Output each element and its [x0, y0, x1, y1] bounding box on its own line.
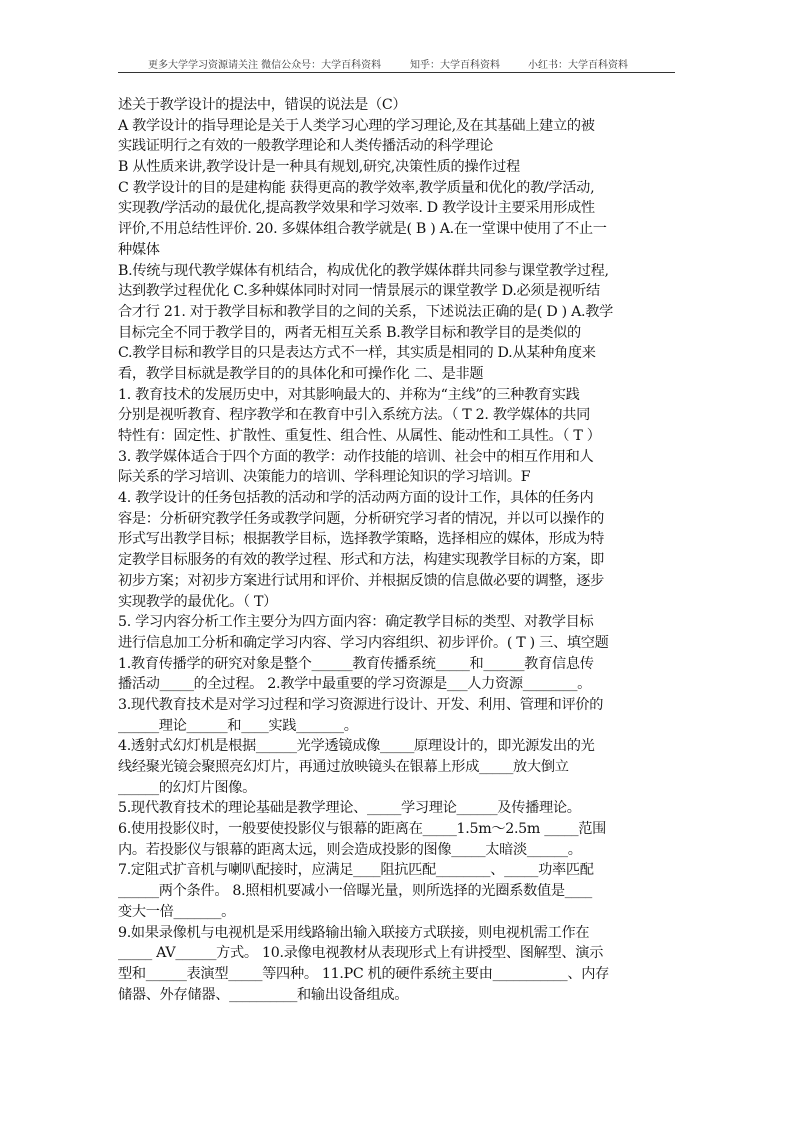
text-line: 合才行 21. 对于教学目标和教学目的之间的关系，下述说法正确的是( D ) A.教学 [118, 303, 614, 320]
text-line: 3. 教学媒体适合于四个方面的教学：动作技能的培训、社会中的相互作用和人 [118, 448, 594, 465]
text-line: 5. 学习内容分析工作主要分为四方面内容：确定教学目标的类型、对教学目标 [118, 614, 594, 631]
text-line: 实现教/学活动的最优化,提高教学效果和学习效率. D 教学设计主要采用形成性 [118, 200, 595, 217]
text-line: 变大一倍_______。 [118, 903, 235, 920]
text-line: C.教学目标和教学目的只是表达方式不一样，其实质是相同的 D.从某种角度来 [118, 345, 596, 362]
text-line: 9.如果录像机与电视机是采用线路输出输入联接方式联接，则电视机需工作在 [118, 924, 590, 941]
text-line: A 教学设计的指导理论是关于人类学习心理的学习理论,及在其基础上建立的被 [118, 117, 595, 134]
text-line: 目标完全不同于教学目的，两者无相互关系 B.教学目标和教学目的是类似的 [118, 324, 581, 341]
text-line: 4.透射式幻灯机是根据______光学透镜成像_____原理设计的，即光源发出的光 [118, 738, 595, 755]
text-line: 定教学目标服务的有效的教学过程、形式和方法，构建实现教学目标的方案，即 [118, 552, 605, 569]
text-line: 播活动_____的全过程。 2.教学中最重要的学习资源是___人力资源________。 [118, 676, 592, 693]
text-line: ______理论______和____实践_______。 [118, 717, 358, 734]
text-line: 达到教学过程优化 C.多种媒体同时对同一情景展示的课堂教学 D.必须是视听结 [118, 283, 600, 300]
text-line: 分别是视听教育、程序教学和在教育中引入系统方法。（ T 2. 教学媒体的共同 [118, 407, 591, 424]
text-line: 内。若投影仪与银幕的距离太远，则会造成投影的图像_____太暗淡______。 [118, 841, 582, 858]
text-line: 7.定阻式扩音机与喇叭配接时，应满足____阻抗匹配________、_____功率匹配 [118, 862, 594, 879]
text-line: 5.现代教育技术的理论基础是教学理论、_____学习理论______及传播理论。 [118, 800, 581, 817]
text-line: ______的幻灯片图像。 [118, 779, 256, 796]
text-line: B 从性质来讲,教学设计是一种具有规划,研究,决策性质的操作过程 [118, 159, 520, 176]
document-body [118, 95, 675, 1005]
text-line: 形式写出教学目标；根据教学目标，选择教学策略，选择相应的媒体，形成为特 [118, 531, 605, 548]
text-line: 评价,不用总结性评价. 20. 多媒体组合教学就是( B ) A.在一堂课中使用了不止一 [118, 221, 607, 238]
text-line: 际关系的学习培训、决策能力的培训、学科理论知识的学习培训。F [118, 469, 531, 486]
text-line: 实践证明行之有效的一般教学理论和人类传播活动的科学理论 [118, 138, 493, 155]
text-line: 进行信息加工分析和确定学习内容、学习内容组织、初步评价。( T ) 三、填空题 [118, 634, 609, 651]
text-line: ______两个条件。 8.照相机要减小一倍曝光量，则所选择的光圈系数值是____ [118, 883, 592, 900]
text-line: 特性有：固定性、扩散性、重复性、组合性、从属性、能动性和工具性。（ T ） [118, 428, 601, 444]
text-line: 4. 教学设计的任务包括教的活动和学的活动两方面的设计工作，具体的任务内 [118, 490, 594, 507]
text-line: 型和______表演型_____等四种。 11.PC 机的硬件系统主要由___________、内存 [118, 965, 609, 982]
text-line: 容是：分析研究教学任务或教学问题，分析研究学习者的情况，并以可以操作的 [118, 510, 605, 527]
text-line: C 教学设计的目的是建构能 获得更高的教学效率,教学质量和优化的教/学活动, [118, 179, 595, 196]
header-zhihu-text: 知乎：大学百科资料 [410, 60, 500, 71]
text-line: 3.现代教育技术是对学习过程和学习资源进行设计、开发、利用、管理和评价的 [118, 696, 604, 713]
text-line: 初步方案；对初步方案进行试用和评价、并根据反馈的信息做必要的调整，逐步 [118, 572, 605, 589]
text-line: 述关于教学设计的提法中，错误的说法是（C） [118, 97, 407, 113]
text-line: 种媒体 [118, 241, 160, 258]
text-line: _____ AV______方式。 10.录像电视教材从表现形式上有讲授型、图解型、演示 [118, 945, 604, 962]
text-line: 储器、外存储器、__________和输出设备组成。 [118, 986, 409, 1003]
header-xiaohongshu-text: 小红书：大学百科资料 [528, 60, 628, 71]
text-line: 实现教学的最优化。（ T） [118, 593, 278, 610]
header-wechat-text: 更多大学学习资源请关注 微信公众号：大学百科资料 [148, 60, 382, 71]
text-line: 6.使用投影仪时，一般要使投影仪与银幕的距离在_____1.5m～2.5m _____范围 [118, 821, 607, 838]
text-line: 线经聚光镜会聚照亮幻灯片，再通过放映镜头在银幕上形成_____放大倒立 [118, 759, 569, 775]
page-header [118, 50, 675, 73]
text-line: 1. 教育技术的发展历史中，对其影响最大的、并称为“主线”的三种教育实践 [118, 386, 580, 403]
text-line: B.传统与现代教学媒体有机结合，构成优化的教学媒体群共同参与课堂教学过程, [118, 262, 609, 279]
text-line: 看，教学目标就是教学目的的具体化和可操作化 二、是非题 [118, 365, 484, 382]
text-line: 1.教育传播学的研究对象是整个______教育传播系统_____和______教育信息传 [118, 655, 594, 672]
